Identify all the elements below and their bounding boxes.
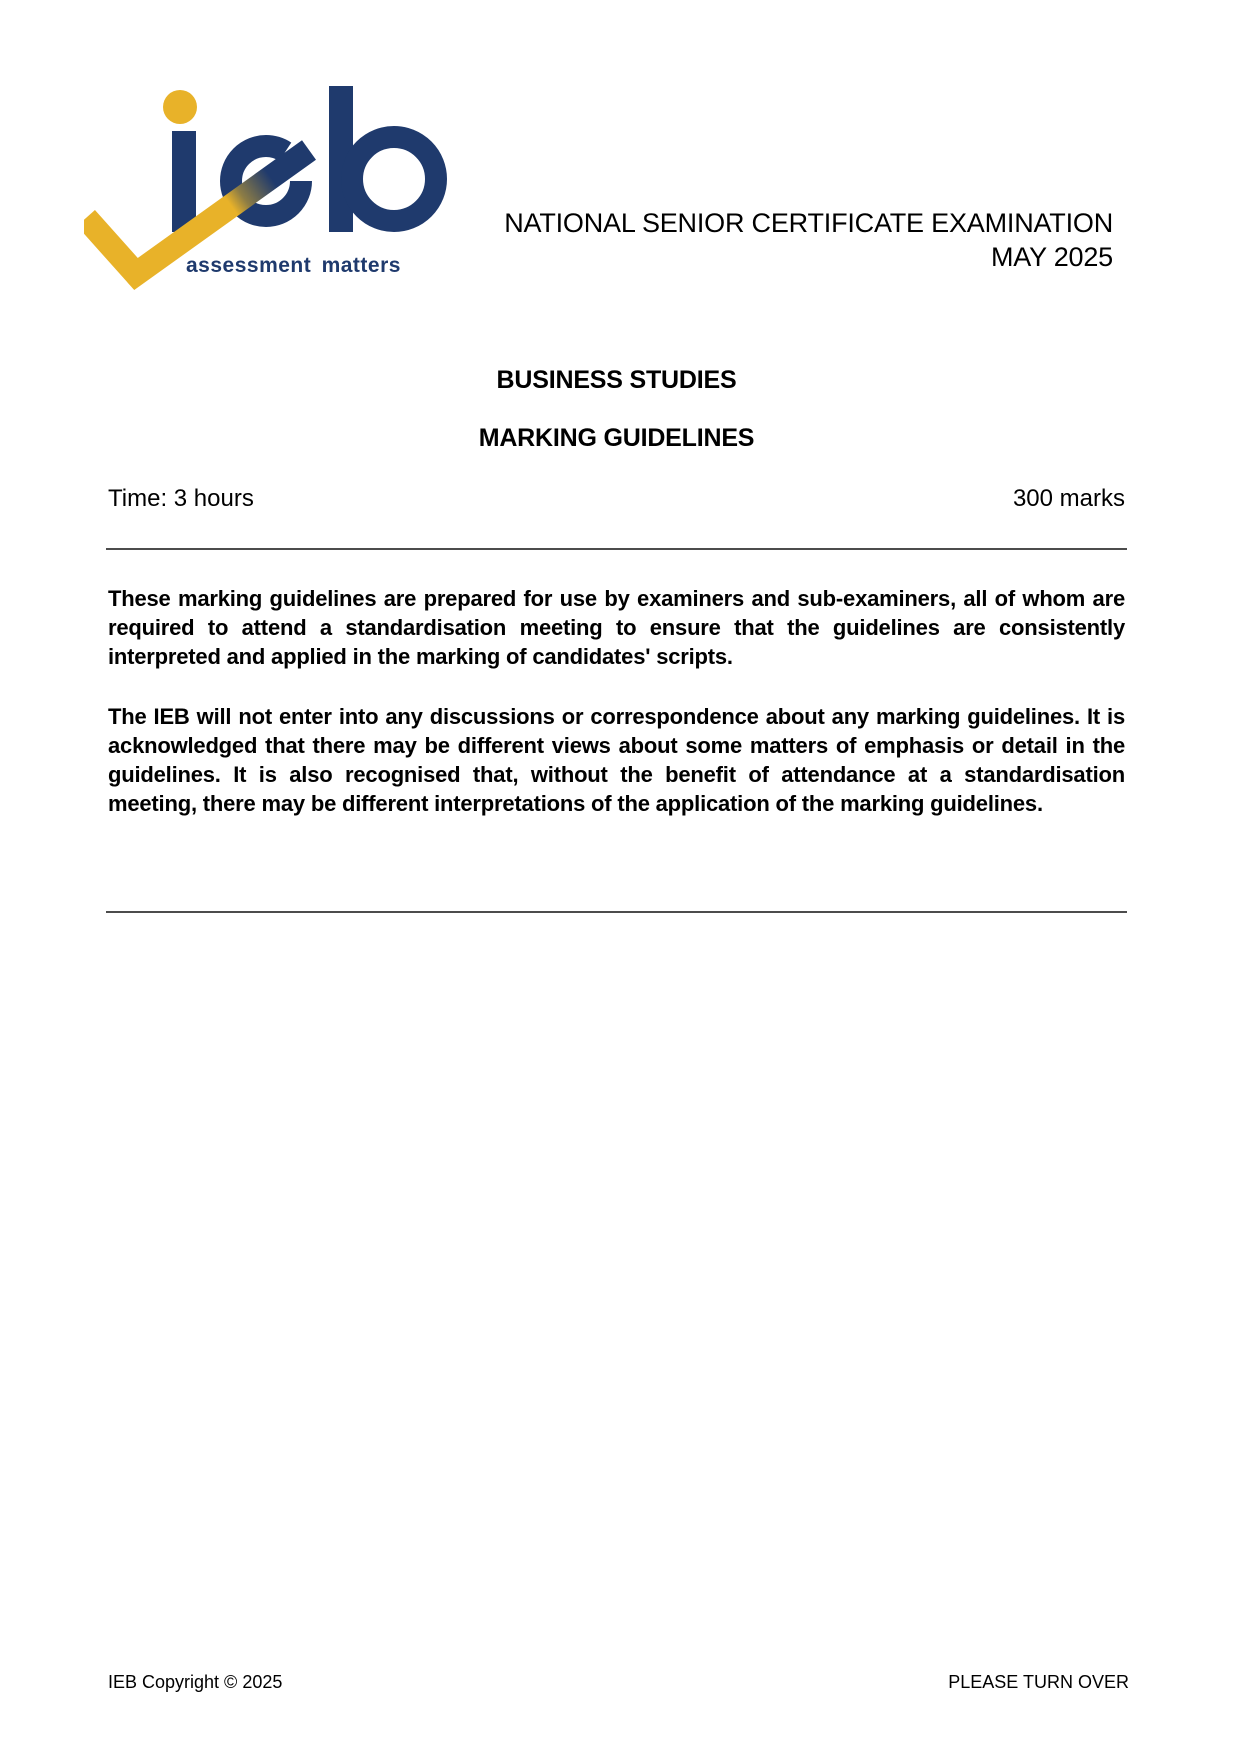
notice-paragraph-2: The IEB will not enter into any discussions or correspondence about any marking guidelines. It is acknowledged that there may be different views about some matters of emphasis or detail in the guidelines. It is also recognised that, without the benefit of attendance at a standardisation meeting, there may be different interpretations of the application of the marking guidelines. xyxy=(108,704,1125,816)
i-dot xyxy=(163,90,197,124)
exam-session-line: MAY 2025 xyxy=(991,242,1113,272)
document-type-title: MARKING GUIDELINES xyxy=(478,424,755,452)
subject-title: BUSINESS STUDIES xyxy=(496,366,737,394)
meta-row xyxy=(108,485,1125,513)
exam-header xyxy=(504,206,1113,274)
total-marks: 300 marks xyxy=(1012,485,1125,512)
ieb-logo xyxy=(84,84,449,294)
logo-tagline: assessment matters xyxy=(186,254,401,277)
divider-top xyxy=(106,548,1127,550)
turn-over-text: PLEASE TURN OVER xyxy=(948,1672,1129,1692)
divider-bottom xyxy=(106,911,1127,913)
exam-title-line: NATIONAL SENIOR CERTIFICATE EXAMINATION xyxy=(504,208,1113,238)
time-allowed: Time: 3 hours xyxy=(108,485,254,512)
page-footer xyxy=(108,1672,1129,1693)
letter-b-bowl xyxy=(352,137,436,221)
letter-i-stem xyxy=(172,131,196,232)
copyright-text: IEB Copyright © 2025 xyxy=(108,1672,283,1692)
notice-paragraph-1: These marking guidelines are prepared for use by examiners and sub-examiners, all of whom are required to attend a standardisation meeting to ensure that the guidelines are consistently interpreted and applied in the marking of candidates' scripts. xyxy=(108,586,1125,669)
marking-notice xyxy=(108,584,1125,818)
